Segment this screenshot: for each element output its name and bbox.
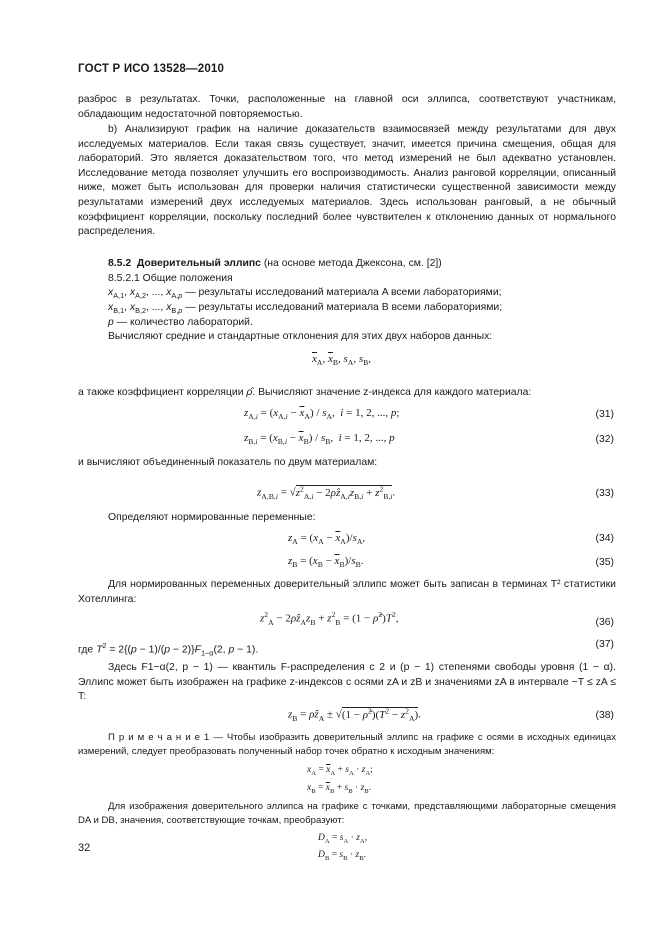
note-text: — Чтобы изобразить доверительный эллипс на графике с осями в исходных единицах измерений, следует преобразовать полученный набор точек обратно к исходным значениям:: [78, 732, 616, 757]
equation-number-31: (31): [595, 409, 614, 420]
definition-xa-text: — результаты исследований материала A всеми лабораториями;: [185, 287, 502, 298]
formula-means: $\overline{x}_A$, $\overline{x}_B$, $s_A$, $s_B$,: [312, 353, 371, 368]
formula-back-xa: $x_A = \overline{x}_A + s_A \cdot z_A$;: [307, 765, 373, 777]
equation-number-37: (37): [595, 639, 614, 650]
formula-36: $z^2_A$ − $2\rhôz_Az_B + z^2_B = (1$ − $\rhô^2)T^2$,: [260, 610, 399, 627]
definition-xb: $x_{B,1}$, $x_{B,2}$, ..., $x_{B,p}$ — результаты исследований материала B всеми лабораториями;: [108, 302, 503, 316]
quantile-text: Здесь F1−α(2, p − 1) — квантиль F-распределения с 2 и (p − 1) степенями свободы уровня (1 − α). Эллипс может быть изображен на графике z-индексов с осями zA и zB и значениями zA в интервале −T ≤ zA ≤ T:: [78, 662, 616, 703]
definition-p: p — количество лабораторий.: [108, 317, 253, 328]
section-heading-852: [108, 257, 442, 271]
section-title: Доверительный эллипс: [136, 258, 261, 269]
formula-37: где $T^2 = 2\{(p - 1)/(p - 2)\}F_{1-\alpha}(2$, p − 1).: [78, 641, 259, 658]
formula-31: $z_{A,i} = (x_{A,i} - \overline{x}_A) / s_A$, i = 1, 2, ..., p;: [244, 407, 400, 422]
page-number: 32: [78, 842, 91, 854]
correlation-text: а также коэффициент корреляции ρ̂. Вычисляют значение z-индекса для каждого материала:: [78, 387, 532, 398]
formula-35: $z_B = (x_B - \overline{x}_B)/s_B$.: [288, 555, 364, 570]
note-1: [78, 731, 616, 758]
formula-34: $z_A = (x_A - \overline{x}_A)/s_A$,: [288, 532, 366, 547]
equation-number-38: (38): [595, 710, 614, 721]
where-text: где: [78, 644, 94, 656]
correlation-text-a: а также коэффициент корреляции: [78, 387, 244, 398]
definition-xa: $x_{A,1}$, $x_{A,2}$, ..., $x_{A,p}$ — результаты исследований материала A всеми лабораториями;: [108, 287, 502, 301]
definition-p-text: — количество лабораторий.: [116, 317, 253, 328]
paragraph-1: разброс в результатах. Точки, расположенные на главной оси эллипса, соответствуют участникам, обладающим недостаточной повторяемостью.: [78, 94, 616, 120]
equation-number-32: (32): [595, 434, 614, 445]
formula-back-xb: $x_B = \overline{x}_B + s_B \cdot z_B$.: [307, 783, 372, 795]
normalized-text: Определяют нормированные переменные:: [108, 512, 316, 523]
combined-text: и вычисляют объединенный показатель по двум материалам:: [78, 457, 378, 468]
formula-33: $z_{A,B,i} = √z^2_{A,i}$ − $2\rhôz_{A,i}z_{B,i} + z^2_{B,i}$.: [257, 484, 396, 501]
definition-xb-text: — результаты исследований материала B всеми лабораториями;: [185, 302, 503, 313]
paragraph-2: b) Анализируют график на наличие доказательств взаимосвязей между результатами для двух исследуемых материалов. Если такая связь существует, значит, имеется причина смещения, общая для лабораторий. Это является доказательством того, что метод измерений не был адекватно установлен. Исследование метода позволяет улучшить его воспроизводимость. Анализ ранговой корреляции, описанный ниже, может быть использован для проверки наличия статистически существенной зависимости между результатами измерений двух исследуемых материалов. Здесь использован ранговый, а не обычный коэффициент корреляции, поскольку последний более чувствителен к отклонению данных от нормального распределения.: [78, 124, 616, 238]
formula-38: $z_B$ = $\rhôz_A \pm √(1$ − $\rhô^2)(T^2 - z^2_A)$.: [288, 706, 421, 723]
ellipse-text: Для нормированных переменных доверительный эллипс может быть записан в терминах T² статистики Хотеллинга:: [78, 579, 616, 605]
equation-number-36: (36): [595, 617, 614, 628]
correlation-text-b: . Вычисляют значение z-индекса для каждого материала:: [252, 387, 532, 398]
section-number: 8.5.2: [108, 258, 132, 269]
calc-text: Вычисляют средние и стандартные отклонения для этих двух наборов данных:: [108, 331, 493, 342]
equation-number-35: (35): [595, 557, 614, 568]
equation-number-34: (34): [595, 533, 614, 544]
equation-number-33: (33): [595, 488, 614, 499]
bias-text: Для изображения доверительного эллипса на графике с точками, представляющими лабораторные смещения DA и DB, значения, соответствующие точкам, преобразуют:: [78, 801, 616, 826]
formula-bias-db: $D_B = s_B \cdot z_B$.: [318, 850, 366, 862]
subsection-heading-8521: 8.5.2.1 Общие положения: [108, 273, 233, 284]
note-label: П р и м е ч а н и е 1: [108, 732, 210, 743]
document-header: ГОСТ Р ИСО 13528—2010: [78, 63, 225, 75]
section-subtitle: (на основе метода Джексона, см. [2]): [263, 258, 442, 269]
formula-32: $z_{B,i} = (x_{B,i} - \overline{x}_B) / s_B$, i = 1, 2, ..., p: [244, 432, 395, 447]
formula-bias-da: $D_A = s_A \cdot z_A$,: [318, 833, 368, 845]
